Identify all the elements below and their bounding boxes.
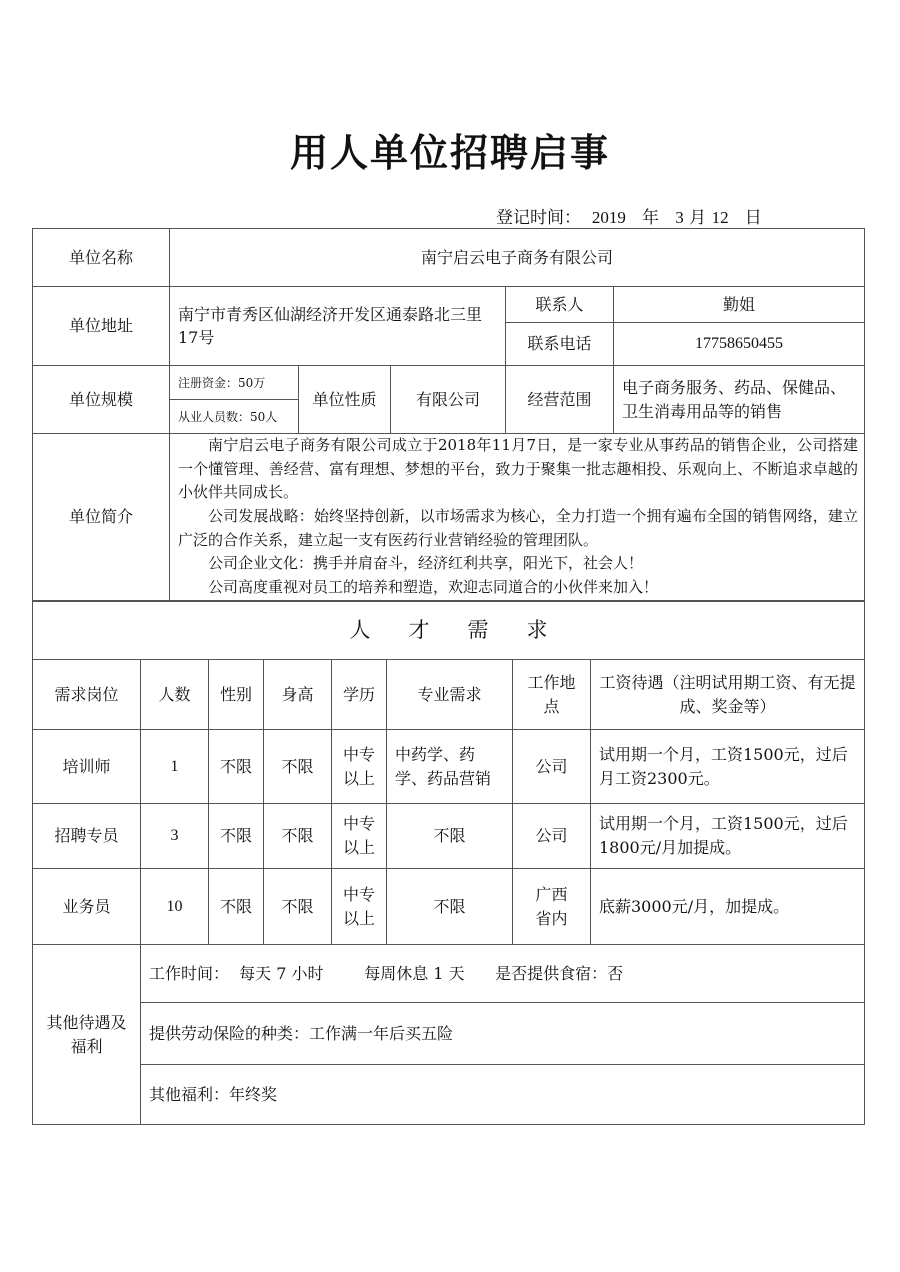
contact-value: 勤姐 [614, 287, 865, 323]
company-name: 南宁启云电子商务有限公司 [170, 229, 865, 287]
cell-location: 公司 [513, 804, 591, 869]
cell-major: 中药学、药学、药品营销 [387, 730, 513, 804]
cell-salary: 底薪3000元/月，加提成。 [591, 869, 865, 945]
intro-paragraph: 南宁启云电子商务有限公司成立于2018年11月7日，是一家专业从事药品的销售企业，公司搭建一个懂管理、善经营、富有理想、梦想的平台，致力于聚集一批志趣相投、乐观向上、不断追求卓越的小伙伴共同成长。 [178, 436, 859, 502]
cell-height: 不限 [264, 730, 332, 804]
cell-height: 不限 [264, 804, 332, 869]
cell-position: 培训师 [33, 730, 141, 804]
table-row [33, 804, 865, 869]
company-name-label: 单位名称 [33, 229, 170, 287]
scope-label: 经营范围 [506, 366, 614, 434]
header-position: 需求岗位 [33, 660, 141, 730]
cell-salary: 试用期一个月，工资1500元，过后1800元/月加提成。 [591, 804, 865, 869]
day-unit: 日 [744, 208, 762, 228]
scope-value: 电子商务服务、药品、保健品、卫生消毒用品等的销售 [614, 366, 865, 434]
header-gender: 性别 [209, 660, 264, 730]
cell-education: 中专以上 [332, 804, 387, 869]
cell-gender: 不限 [209, 730, 264, 804]
month-unit: 月 [689, 208, 707, 228]
registered-capital: 注册资金：50万 [170, 366, 299, 400]
cell-gender: 不限 [209, 804, 264, 869]
benefits-label: 其他待遇及福利 [33, 945, 141, 1125]
cell-location: 公司 [513, 730, 591, 804]
insurance-row [33, 1003, 865, 1065]
intro-paragraph: 公司企业文化：携手并肩奋斗，经济红利共享，阳光下，社会人！ [208, 554, 644, 573]
table-row [33, 730, 865, 804]
work-hours: 工作时间： 每天 7 小时 每周休息 1 天 是否提供食宿：否 [141, 945, 865, 1003]
cell-count: 3 [141, 804, 209, 869]
intro-content [170, 434, 865, 601]
registration-year: 2019 [591, 208, 626, 227]
cell-count: 1 [141, 730, 209, 804]
registration-date [496, 203, 762, 228]
company-info-table [32, 228, 865, 601]
document-title: 用人单位招聘启事 [289, 130, 610, 175]
header-count: 人数 [141, 660, 209, 730]
cell-salary: 试用期一个月，工资1500元，过后月工资2300元。 [591, 730, 865, 804]
header-height: 身高 [264, 660, 332, 730]
company-name-row [33, 229, 865, 287]
phone-label: 联系电话 [506, 323, 614, 366]
table-row [33, 869, 865, 945]
nature-label: 单位性质 [299, 366, 391, 434]
scale-label: 单位规模 [33, 366, 170, 434]
work-hours-row [33, 945, 865, 1003]
contact-label: 联系人 [506, 287, 614, 323]
header-major: 专业需求 [387, 660, 513, 730]
talent-section-title: 人才需求 [33, 602, 865, 660]
cell-major: 不限 [387, 804, 513, 869]
cell-height: 不限 [264, 869, 332, 945]
insurance-type: 提供劳动保险的种类：工作满一年后买五险 [141, 1003, 865, 1065]
cell-position: 招聘专员 [33, 804, 141, 869]
other-benefits: 其他福利：年终奖 [141, 1065, 865, 1125]
header-location: 工作地点 [513, 660, 591, 730]
intro-paragraph: 公司高度重视对员工的培养和塑造，欢迎志同道合的小伙伴来加入！ [208, 578, 659, 597]
intro-paragraph: 公司发展战略：始终坚持创新，以市场需求为核心，全力打造一个拥有遍布全国的销售网络，建立广泛的合作关系，建立起一支有医药行业营销经验的管理团队。 [178, 507, 859, 549]
cell-count: 10 [141, 869, 209, 945]
cell-education: 中专以上 [332, 730, 387, 804]
benefits-table [32, 944, 865, 1125]
address-row [33, 287, 865, 323]
nature-value: 有限公司 [391, 366, 506, 434]
employee-count: 从业人员数：50人 [170, 400, 299, 434]
scale-row [33, 366, 865, 400]
intro-row [33, 434, 865, 601]
registration-month: 3 [675, 208, 684, 227]
talent-table [32, 601, 865, 945]
cell-position: 业务员 [33, 869, 141, 945]
intro-label: 单位简介 [33, 434, 170, 601]
cell-gender: 不限 [209, 869, 264, 945]
cell-location: 广西省内 [513, 869, 591, 945]
address-value: 南宁市青秀区仙湖经济开发区通泰路北三里17号 [170, 287, 506, 366]
year-unit: 年 [642, 208, 660, 228]
registration-day: 12 [711, 208, 729, 227]
phone-value: 17758650455 [614, 323, 865, 366]
address-label: 单位地址 [33, 287, 170, 366]
section-header-row [33, 602, 865, 660]
registration-label: 登记时间： [496, 208, 581, 228]
other-benefits-row [33, 1065, 865, 1125]
cell-major: 不限 [387, 869, 513, 945]
header-salary: 工资待遇（注明试用期工资、有无提成、奖金等） [591, 660, 865, 730]
talent-header-row [33, 660, 865, 730]
header-education: 学历 [332, 660, 387, 730]
cell-education: 中专以上 [332, 869, 387, 945]
